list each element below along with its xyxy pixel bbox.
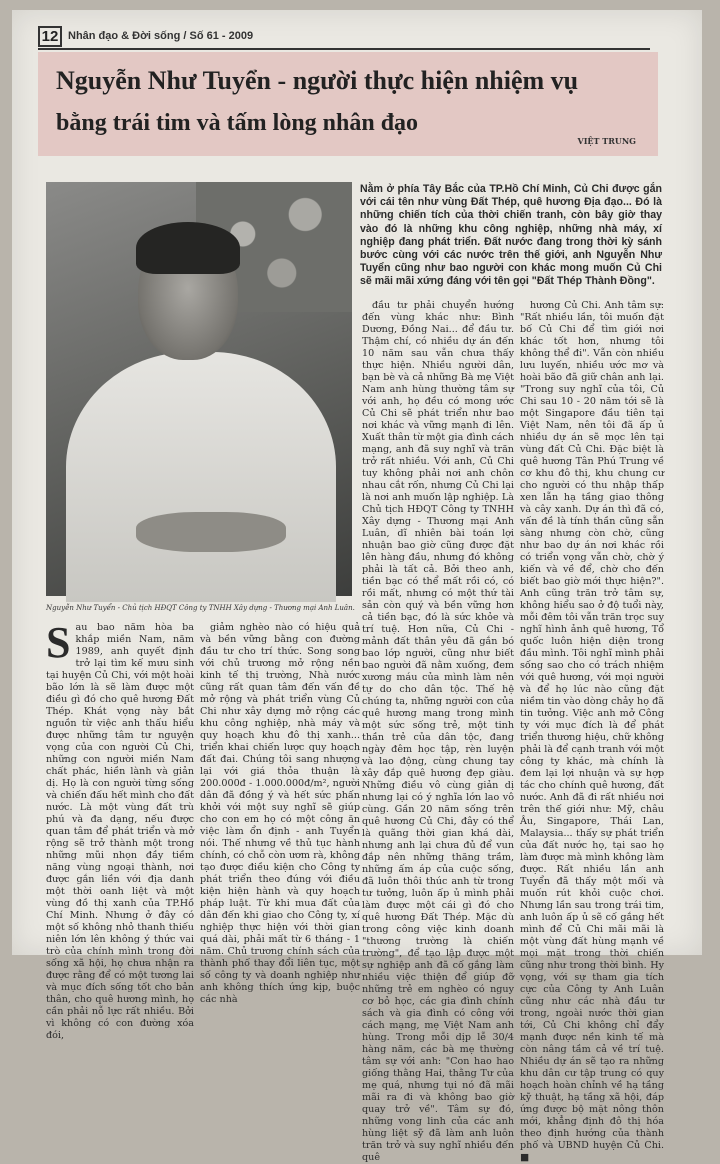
article-column-1 [46, 618, 195, 1041]
column-3-text: đầu tư phải chuyển hướng đến vùng khác như: Bình Dương, Đồng Nai... để đầu tư. Thậm chí, có nhiều dự án đến 10 năm sau vẫn chưa thấy thực hiện. Nhiều người dân, bạn bè và cả những Bà mẹ Việt Nam anh hùng thường tâm sự với anh, họ đều có mong ước Củ Chi sẽ phát triển như bao nơi khác và vững mạnh đi lên. Xuất thân từ một gia đình cách mạng, anh đã suy nghĩ và trăn trở rất nhiều. Với anh, Củ Chi tuy không phải nơi anh chôn nhau cắt rốn, nhưng Củ Chi lại là nơi anh muốn lập nghiệp. Là Chủ tịch HĐQT Công ty TNHH Xây dựng - Thương mại Anh Luân, dĩ nhiên bài toán lợi nhuận bao giờ cũng được đặt lên hàng đầu, nhưng đó không phải là tất cả. Bởi theo anh, tiền bạc có thể mất rồi có, có rồi mất, nhưng có một thứ tài sản còn quý và bền vững hơn cả tiền bạc, đó là sức khỏe và trí tuệ. Hơn nữa, Củ Chi - mảnh đất thân yêu đã gắn bó bao lớp người, cũng như biết bao người đã nằm xuống, đem xương máu của mình làm nên tự do cho dân tộc. Thế hệ chúng ta, những người con của quê hương mang trong mình một sức sống trẻ, một tinh thần trẻ của dân tộc, đang ngày đêm học tập, rèn luyện và lao động, cùng chung tay xây đắp quê hương đẹp giàu. Những điều vô cùng giản dị nhưng lại có ý nghĩa lớn lao vô cùng. Gần 20 năm sống trên quê hương Củ Chi, đây có thể là quãng thời gian khá dài, nhưng anh lại chưa đủ để vun đắp nên những thăng trầm, những ấm áp của cuộc sống, đã luôn thôi thúc anh từ trong tư tưởng, luôn ấp ủ mình phải làm được một cái gì đó cho quê hương Đất Thép. Mặc dù trong công việc kinh doanh "thương trường là chiến trường", để tạo lập được một sự nghiệp anh đã cố gắng làm nhiều việc thiện để giúp đỡ những trẻ em nghèo có nguy cơ bỏ học, các gia đình chính sách và gia đình có công với cách mạng, mẹ Việt Nam anh hùng. Trong mỗi dịp lễ 30/4 hàng năm, các bà mẹ thường tâm sự với anh: "Con hao hao giống thằng Hai, thằng Tư của mẹ quá, nhưng tụi nó đã mãi mãi ra đi và không bao giờ quay trở về". Tâm sự đó, những vong linh của các anh hùng liệt sỹ đã làm anh luôn trăn trở và suy nghĩ nhiều đến quê [362, 300, 514, 1163]
headline-banner [38, 52, 658, 156]
article-column-4 [520, 300, 664, 1163]
author-byline: VIỆT TRUNG [577, 136, 636, 146]
column-1-text: au bao năm hòa ba khắp miền Nam, năm 1989, anh quyết định trở lại tìm kế mưu sinh tại huyện Củ Chi, với một hoài bão lớn là sẽ làm được một điều gì đó cho quê hương Đất Thép. Khát vọng này bắt nguồn từ việc anh thấu hiểu được những tâm tư nguyện vọng của con người Củ Chi, những con người miền Nam chất phác, hiền lành và giản dị. Họ là con người từng sống và chiến đấu hết mình cho đất nước. Là một vùng đất trù phú và đa dạng, nếu được quan tâm để phát triển và mở rộng sẽ trở thành một trong những mũi nhọn đầy tiềm năng vùng ngoại thành, nơi được gắn liền với địa danh một thời oanh liệt và một vùng đồ thị xanh của TP.Hồ Chí Minh. Nhưng ở đây có một số không nhỏ thanh thiếu niên lớn lên không ý thức vai trò của chính mình trong đời sống xã hội, họ chưa nhận ra được rằng để có một tương lai và mục đích sống tốt cho bản thân, cho quê hương mình, họ cần phải nỗ lực rất nhiều. Bởi vì không có con đường xóa đói, [46, 622, 195, 1041]
photo-caption: Nguyễn Như Tuyển - Chủ tịch HĐQT Công ty TNHH Xây dựng - Thương mại Anh Luân. [46, 604, 355, 612]
portrait-photo [46, 182, 352, 596]
article-column-3 [362, 300, 514, 1163]
article-column-2 [200, 622, 360, 1005]
page-header [38, 26, 650, 50]
page-number: 12 [38, 26, 62, 47]
section-label: Nhân đạo & Đời sống / Số 61 - 2009 [68, 30, 254, 42]
column-2-text: giảm nghèo nào có hiệu quả và bền vững bằng con đường đầu tư cho trí thức. Song song với chủ trương mở rộng nền kinh tế thị trường, Nhà nước cũng rất quan tâm đến vấn đề mở rộng và phát triển vùng Củ Chi như xây dựng mở rộng các khu công nghiệp, nhà máy và quy hoạch khu đô thị xanh... triển khai chiến lược quy hoạch đất đai. Chúng tôi sang nhượng lại với giá thỏa thuận là 200.000đ - 1.000.000đ/m², người dân đã đồng ý và hết sức phấn khởi với một suy nghĩ sẽ giúp cho con em họ có một công ăn việc làm ổn định - anh Tuyển nói. Thế nhưng về thủ tục hành chính, có chỗ còn ươm rà, không tạo được điều kiện cho Công ty phát triển theo đúng với điều kiện hiện hành và quy hoạch pháp luật. Từ khi mua đất của dân đến khi giao cho Công ty, xí nghiệp thực hiện với thời gian quá dài, phải mất từ 6 tháng - 1 năm. Chủ trương chính sách của thành phố thay đổi liên tục, một số công ty và doanh nghiệp như anh không thích ứng kịp, buộc các nhà [200, 622, 360, 1005]
headline-line-1 [56, 66, 578, 96]
photo-hair [136, 222, 240, 274]
column-4-text: hương Củ Chi. Anh tâm sự: "Rất nhiều lần, tôi muốn đặt bố Củ Chi để tìm giới nơi khác tốt hơn, nhưng tôi không thể đi". Vẫn còn nhiều lưu luyến, nhiều ước mơ và hoài bão đã giữ chân anh lại. "Trong suy nghĩ của tôi, Củ Chi sau 10 - 20 năm tới sẽ là một Singapore đầu tiên tại Việt Nam, nên tôi đã ấp ủ nhiều dự án sẽ mọc lên tại vùng đất Củ Chi. Đặc biệt là quê hương Tân Phú Trung về cơ khu đô thị, khu chung cư cho người có thu nhập thấp xen lẫn hạ tầng giao thông và cây xanh. Dự án thì đã có, vấn đề là tính thần cũng sẵn sàng nhưng còn chờ, cũng như bao dự án nơi khác rồi có triển vọng vẫn chờ, chờ ý kiến và về để, chờ cho đến biết bao giờ mới thực hiện?". Anh cũng trăn trở tâm sự, không hiểu sao ở độ tuổi này, mỗi đêm tôi vẫn trăn trọc suy nghĩ hình ảnh quê hương, Tổ quốc luôn hiện diện trong đầu mình. Tôi nghĩ mình phải sống sao cho có trách nhiệm với quê hương, với mọi người và để họ lúc nào cũng đặt niềm tin vào dòng chảy họ đã tin tưởng. Việc anh mở Công ty với mục đích là để phát triển thương hiệu, chữ không phải là để cạnh tranh với một công ty khác, mà chính là đem lại lợi nhuận và sự hợp tác cho chính quê hương, đất nước. Anh đã đi rất nhiều nơi trên thế giới như: Mỹ, châu Âu, Singapore, Thái Lan, Malaysia... thấy sự phát triển của đất nước họ, tại sao họ làm được mà mình không làm được. Rất nhiều lần anh Tuyển đã thấy một mối và muốn rút khỏi cuộc chơi. Nhưng lần sau trong trái tim, anh luôn ấp ủ sẽ cố gắng hết mình để Củ Chi mãi mãi là một vùng đất hùng mạnh về mọi mặt trong thời chiến cũng như trong thời bình. Hy vọng, với sự tham gia tích cực của Công ty Anh Luân cũng như các nhà đầu tư trong, ngoài nước thời gian tới, Củ Chi không chỉ đẩy mạnh được nền kinh tế mà còn nâng tầm cả về trí tuệ. Nhiều dự án sẽ tạo ra những khu dân cư tập trung có quy hoạch hoàn chỉnh về hạ tầng kỹ thuật, hạ tầng xã hội, đáp ứng được bộ mặt nông thôn mới, khẳng định đô thị hóa theo định hướng của thành phố và UBND huyện Củ Chi. ■ [520, 300, 664, 1163]
headline-rest: - người thực hiện nhiệm vụ [271, 66, 579, 95]
headline-name: Nguyễn Như Tuyển [56, 66, 272, 95]
photo-hands [136, 512, 286, 552]
drop-cap: S [46, 618, 71, 667]
article-lead: Nằm ở phía Tây Bắc của TP.Hồ Chí Minh, Củ Chi được gắn với cái tên như vùng Đất Thép, quê hương Địa đạo... Đó là những chiến tích của thời chiến tranh, còn bây giờ thay vào đó là những khu công nghiệp, những nhà máy, xí nghiệp đang phát triển. Đất nước đang trong thời kỳ sánh bước cùng với các nước trên thế giới, anh Nguyễn Như Tuyển cũng như bao người con khác mong muốn Củ Chi sẽ mãi mãi xứng đáng với tên gọi "Đất Thép Thành Đồng". [360, 183, 662, 288]
photo-shirt [66, 352, 336, 602]
headline-line-2: bằng trái tim và tấm lòng nhân đạo [56, 110, 419, 136]
